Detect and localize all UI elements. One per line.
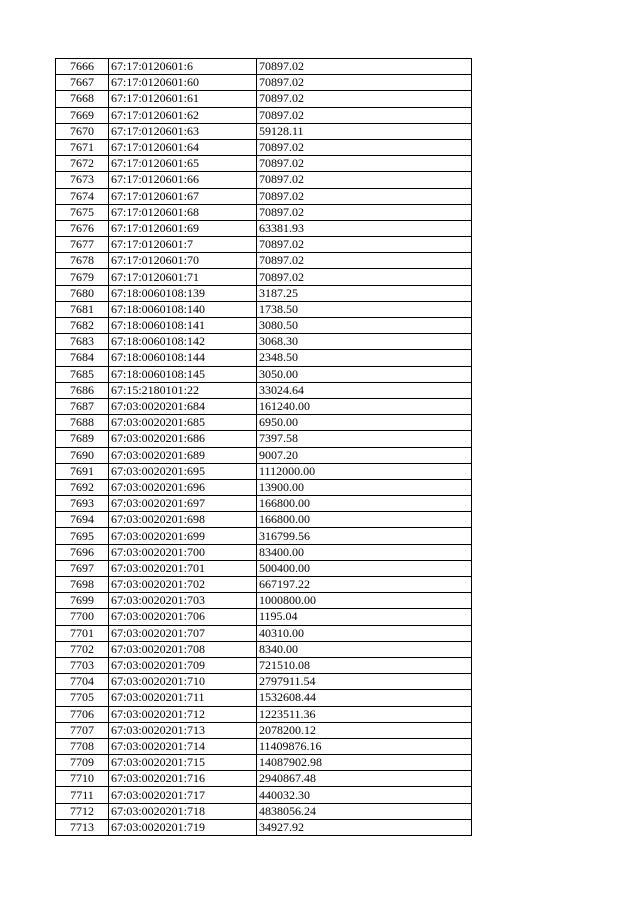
value-cell: 59128.11: [257, 123, 472, 139]
cadastral-number-cell: 67:03:0020201:715: [109, 755, 257, 771]
value-cell: 2348.50: [257, 350, 472, 366]
cadastral-number-cell: 67:03:0020201:685: [109, 415, 257, 431]
row-number-cell: 7688: [56, 415, 109, 431]
row-number-cell: 7709: [56, 755, 109, 771]
cadastral-number-cell: 67:17:0120601:64: [109, 139, 257, 155]
value-cell: 34927.92: [257, 819, 472, 835]
row-number-cell: 7708: [56, 738, 109, 754]
row-number-cell: 7685: [56, 366, 109, 382]
table-row: [56, 398, 472, 414]
table-row: [56, 674, 472, 690]
value-cell: 161240.00: [257, 398, 472, 414]
value-cell: 4838056.24: [257, 803, 472, 819]
value-cell: 70897.02: [257, 172, 472, 188]
table-row: [56, 593, 472, 609]
row-number-cell: 7687: [56, 398, 109, 414]
row-number-cell: 7707: [56, 722, 109, 738]
row-number-cell: 7693: [56, 496, 109, 512]
row-number-cell: 7675: [56, 204, 109, 220]
cadastral-number-cell: 67:18:0060108:145: [109, 366, 257, 382]
table-row: [56, 431, 472, 447]
cadastral-number-cell: 67:03:0020201:686: [109, 431, 257, 447]
table-row: [56, 188, 472, 204]
value-cell: 440032.30: [257, 787, 472, 803]
value-cell: 11409876.16: [257, 738, 472, 754]
row-number-cell: 7704: [56, 674, 109, 690]
value-cell: 7397.58: [257, 431, 472, 447]
table-row: [56, 447, 472, 463]
value-cell: 166800.00: [257, 512, 472, 528]
cadastral-number-cell: 67:03:0020201:709: [109, 657, 257, 673]
table-row: [56, 334, 472, 350]
row-number-cell: 7712: [56, 803, 109, 819]
value-cell: 3080.50: [257, 318, 472, 334]
table-row: [56, 415, 472, 431]
row-number-cell: 7668: [56, 91, 109, 107]
row-number-cell: 7674: [56, 188, 109, 204]
row-number-cell: 7671: [56, 139, 109, 155]
cadastral-number-cell: 67:03:0020201:700: [109, 544, 257, 560]
table-row: [56, 512, 472, 528]
value-cell: 2078200.12: [257, 722, 472, 738]
cadastral-number-cell: 67:17:0120601:65: [109, 156, 257, 172]
cadastral-number-cell: 67:03:0020201:716: [109, 771, 257, 787]
cadastral-number-cell: 67:03:0020201:698: [109, 512, 257, 528]
cadastral-number-cell: 67:17:0120601:66: [109, 172, 257, 188]
cadastral-number-cell: 67:03:0020201:701: [109, 560, 257, 576]
table-row: [56, 237, 472, 253]
value-cell: 63381.93: [257, 220, 472, 236]
row-number-cell: 7696: [56, 544, 109, 560]
value-cell: 1000800.00: [257, 593, 472, 609]
row-number-cell: 7666: [56, 59, 109, 75]
table-row: [56, 285, 472, 301]
table-row: [56, 204, 472, 220]
row-number-cell: 7705: [56, 690, 109, 706]
table-row: [56, 738, 472, 754]
cadastral-number-cell: 67:17:0120601:7: [109, 237, 257, 253]
value-cell: 6950.00: [257, 415, 472, 431]
value-cell: 13900.00: [257, 479, 472, 495]
table-row: [56, 220, 472, 236]
value-cell: 1112000.00: [257, 463, 472, 479]
row-number-cell: 7697: [56, 560, 109, 576]
row-number-cell: 7711: [56, 787, 109, 803]
cadastral-number-cell: 67:17:0120601:63: [109, 123, 257, 139]
cadastral-number-cell: 67:03:0020201:707: [109, 625, 257, 641]
cadastral-number-cell: 67:18:0060108:139: [109, 285, 257, 301]
cadastral-number-cell: 67:15:2180101:22: [109, 382, 257, 398]
table-row: [56, 496, 472, 512]
row-number-cell: 7678: [56, 253, 109, 269]
value-cell: 1532608.44: [257, 690, 472, 706]
cadastral-number-cell: 67:18:0060108:142: [109, 334, 257, 350]
table-row: [56, 755, 472, 771]
value-cell: 83400.00: [257, 544, 472, 560]
row-number-cell: 7695: [56, 528, 109, 544]
value-cell: 40310.00: [257, 625, 472, 641]
row-number-cell: 7683: [56, 334, 109, 350]
table-row: [56, 382, 472, 398]
table-row: [56, 91, 472, 107]
value-cell: 3187.25: [257, 285, 472, 301]
row-number-cell: 7684: [56, 350, 109, 366]
value-cell: 70897.02: [257, 204, 472, 220]
row-number-cell: 7669: [56, 107, 109, 123]
row-number-cell: 7698: [56, 577, 109, 593]
value-cell: 8340.00: [257, 641, 472, 657]
table-row: [56, 479, 472, 495]
row-number-cell: 7710: [56, 771, 109, 787]
table-row: [56, 75, 472, 91]
table-row: [56, 123, 472, 139]
row-number-cell: 7686: [56, 382, 109, 398]
cadastral-number-cell: 67:03:0020201:695: [109, 463, 257, 479]
cadastral-number-cell: 67:17:0120601:71: [109, 269, 257, 285]
table-row: [56, 690, 472, 706]
row-number-cell: 7713: [56, 819, 109, 835]
table-row: [56, 625, 472, 641]
cadastral-number-cell: 67:03:0020201:713: [109, 722, 257, 738]
table-row: [56, 350, 472, 366]
table-row: [56, 819, 472, 835]
value-cell: 70897.02: [257, 253, 472, 269]
cadastral-number-cell: 67:03:0020201:718: [109, 803, 257, 819]
value-cell: 70897.02: [257, 156, 472, 172]
cadastral-number-cell: 67:03:0020201:697: [109, 496, 257, 512]
table-row: [56, 139, 472, 155]
table-row: [56, 771, 472, 787]
table-row: [56, 577, 472, 593]
value-cell: 33024.64: [257, 382, 472, 398]
table-row: [56, 722, 472, 738]
value-cell: 70897.02: [257, 75, 472, 91]
cadastral-number-cell: 67:03:0020201:702: [109, 577, 257, 593]
row-number-cell: 7667: [56, 75, 109, 91]
cadastral-number-cell: 67:03:0020201:699: [109, 528, 257, 544]
cadastral-number-cell: 67:17:0120601:67: [109, 188, 257, 204]
cadastral-number-cell: 67:17:0120601:69: [109, 220, 257, 236]
table-row: [56, 156, 472, 172]
value-cell: 1195.04: [257, 609, 472, 625]
value-cell: 2797911.54: [257, 674, 472, 690]
value-cell: 9007.20: [257, 447, 472, 463]
table-row: [56, 787, 472, 803]
table-row: [56, 560, 472, 576]
cadastral-number-cell: 67:03:0020201:684: [109, 398, 257, 414]
value-cell: 70897.02: [257, 139, 472, 155]
table-row: [56, 706, 472, 722]
cadastral-number-cell: 67:18:0060108:141: [109, 318, 257, 334]
value-cell: 1223511.36: [257, 706, 472, 722]
table-row: [56, 107, 472, 123]
cadastral-value-table: [55, 58, 472, 836]
table-row: [56, 318, 472, 334]
cadastral-number-cell: 67:03:0020201:717: [109, 787, 257, 803]
cadastral-number-cell: 67:17:0120601:60: [109, 75, 257, 91]
row-number-cell: 7670: [56, 123, 109, 139]
row-number-cell: 7700: [56, 609, 109, 625]
value-cell: 3068.30: [257, 334, 472, 350]
table-row: [56, 269, 472, 285]
value-cell: 70897.02: [257, 188, 472, 204]
value-cell: 3050.00: [257, 366, 472, 382]
table-row: [56, 544, 472, 560]
table-row: [56, 641, 472, 657]
row-number-cell: 7680: [56, 285, 109, 301]
row-number-cell: 7681: [56, 301, 109, 317]
cadastral-number-cell: 67:03:0020201:708: [109, 641, 257, 657]
value-cell: 721510.08: [257, 657, 472, 673]
cadastral-number-cell: 67:03:0020201:714: [109, 738, 257, 754]
row-number-cell: 7682: [56, 318, 109, 334]
table-row: [56, 366, 472, 382]
row-number-cell: 7694: [56, 512, 109, 528]
cadastral-number-cell: 67:03:0020201:706: [109, 609, 257, 625]
row-number-cell: 7690: [56, 447, 109, 463]
cadastral-number-cell: 67:03:0020201:711: [109, 690, 257, 706]
cadastral-number-cell: 67:03:0020201:689: [109, 447, 257, 463]
row-number-cell: 7703: [56, 657, 109, 673]
table-row: [56, 609, 472, 625]
cadastral-number-cell: 67:17:0120601:6: [109, 59, 257, 75]
value-cell: 166800.00: [257, 496, 472, 512]
table-row: [56, 657, 472, 673]
row-number-cell: 7691: [56, 463, 109, 479]
row-number-cell: 7701: [56, 625, 109, 641]
table-body: [56, 59, 472, 836]
table-row: [56, 59, 472, 75]
cadastral-number-cell: 67:17:0120601:70: [109, 253, 257, 269]
cadastral-number-cell: 67:17:0120601:62: [109, 107, 257, 123]
cadastral-number-cell: 67:18:0060108:144: [109, 350, 257, 366]
value-cell: 70897.02: [257, 91, 472, 107]
row-number-cell: 7673: [56, 172, 109, 188]
cadastral-number-cell: 67:03:0020201:719: [109, 819, 257, 835]
cadastral-number-cell: 67:03:0020201:710: [109, 674, 257, 690]
table-row: [56, 463, 472, 479]
cadastral-number-cell: 67:03:0020201:712: [109, 706, 257, 722]
row-number-cell: 7672: [56, 156, 109, 172]
cadastral-number-cell: 67:17:0120601:61: [109, 91, 257, 107]
row-number-cell: 7706: [56, 706, 109, 722]
value-cell: 316799.56: [257, 528, 472, 544]
cadastral-number-cell: 67:03:0020201:703: [109, 593, 257, 609]
row-number-cell: 7689: [56, 431, 109, 447]
row-number-cell: 7679: [56, 269, 109, 285]
table-row: [56, 803, 472, 819]
value-cell: 500400.00: [257, 560, 472, 576]
value-cell: 70897.02: [257, 59, 472, 75]
value-cell: 70897.02: [257, 237, 472, 253]
cadastral-number-cell: 67:03:0020201:696: [109, 479, 257, 495]
row-number-cell: 7702: [56, 641, 109, 657]
value-cell: 2940867.48: [257, 771, 472, 787]
row-number-cell: 7699: [56, 593, 109, 609]
value-cell: 70897.02: [257, 107, 472, 123]
value-cell: 70897.02: [257, 269, 472, 285]
value-cell: 14087902.98: [257, 755, 472, 771]
cadastral-number-cell: 67:17:0120601:68: [109, 204, 257, 220]
table-row: [56, 253, 472, 269]
table-row: [56, 528, 472, 544]
row-number-cell: 7677: [56, 237, 109, 253]
cadastral-number-cell: 67:18:0060108:140: [109, 301, 257, 317]
row-number-cell: 7676: [56, 220, 109, 236]
row-number-cell: 7692: [56, 479, 109, 495]
value-cell: 667197.22: [257, 577, 472, 593]
table-row: [56, 172, 472, 188]
table-row: [56, 301, 472, 317]
value-cell: 1738.50: [257, 301, 472, 317]
